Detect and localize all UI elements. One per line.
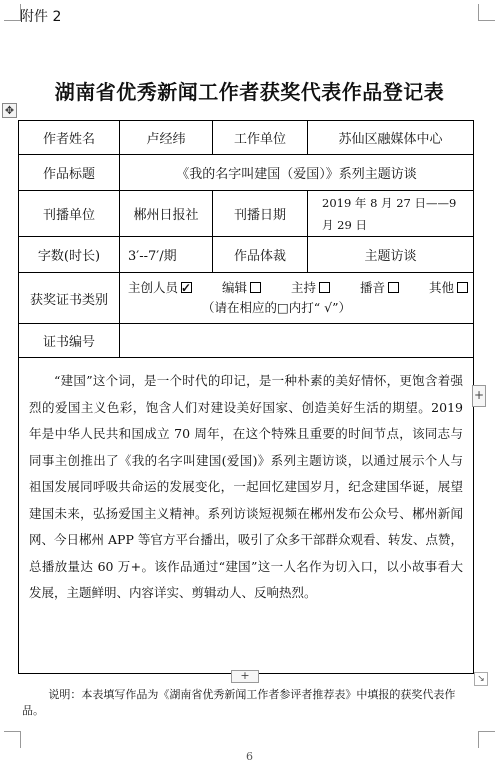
footnote: 说明：本表填写作品为《湖南省优秀新闻工作者参评者推荐表》中填报的获奖代表作品。 bbox=[22, 688, 456, 717]
genre-label: 作品体裁 bbox=[213, 237, 308, 272]
author-label: 作者姓名 bbox=[19, 121, 120, 154]
add-column-plus-icon[interactable]: + bbox=[472, 385, 486, 407]
table-row bbox=[19, 358, 473, 673]
page-title: 湖南省优秀新闻工作者获奖代表作品登记表 bbox=[54, 80, 445, 104]
registration-table bbox=[18, 120, 474, 674]
cert-type-label: 获奖证书类别 bbox=[19, 273, 120, 323]
option-other-label: 其他 bbox=[429, 280, 455, 295]
option-other-checkbox[interactable] bbox=[457, 282, 468, 293]
table-row bbox=[19, 191, 473, 237]
table-row bbox=[19, 121, 473, 155]
corner-mark-bottom-right bbox=[478, 731, 495, 748]
corner-mark-bottom-left bbox=[4, 731, 21, 748]
table-row bbox=[19, 155, 473, 191]
publish-date-label: 刊播日期 bbox=[213, 191, 308, 236]
publish-date-line-1: 2019 年 8 月 27 日——9 bbox=[322, 195, 457, 210]
corner-mark-top-right bbox=[478, 4, 495, 21]
publish-date-value[interactable] bbox=[308, 191, 473, 236]
author-value[interactable]: 卢经纬 bbox=[120, 121, 213, 154]
cert-number-label: 证书编号 bbox=[19, 324, 120, 357]
cert-number-value[interactable] bbox=[120, 324, 473, 357]
unit-label: 工作单位 bbox=[213, 121, 308, 154]
genre-value[interactable]: 主题访谈 bbox=[364, 249, 417, 264]
table-resize-icon[interactable]: ↘ bbox=[474, 672, 488, 686]
publisher-label: 刊播单位 bbox=[19, 191, 120, 236]
option-host-label: 主持 bbox=[291, 280, 317, 295]
option-creator-label: 主创人员 bbox=[128, 280, 179, 295]
work-title-value[interactable]: 《我的名字叫建国（爱国）》系列主题访谈 bbox=[176, 167, 417, 182]
cert-type-hint: （请在相应的□内打“ √”） bbox=[202, 300, 352, 315]
option-announcer-label: 播音 bbox=[360, 280, 386, 295]
table-row bbox=[19, 237, 473, 273]
cert-type-options bbox=[120, 273, 473, 323]
cert-option-list bbox=[128, 278, 470, 298]
work-description[interactable]: “建国”这个词，是一个时代的印记，是一种朴素的美好情怀，更饱含着强烈的爱国主义色彩，饱含人们对建设美好国家、创造美好生活的期望。2019 年是中华人民共和国成立 70 周年，在这个特殊且重要的时间节点，该同志与同事主创推出了《我的名字叫建国(爱国)》系列主题访谈，以通过展示个人与祖国发展同呼吸共命运的发展变化，一起回忆建国岁月，纪念建国华诞，展望建国未来，弘扬爱国主义精神。系列访谈短视频在郴州发布公众号、郴州新闻网、今日郴州 APP 等官方平台播出，吸引了众多干部群众观看、转发、点赞，总播放量达 60 万+。该作品通过“建国”这一人名作为切入口，以小故事看大发展，主题鲜明、内容详实、剪辑动人、反响热烈。 bbox=[29, 373, 463, 600]
option-host-checkbox[interactable] bbox=[319, 282, 330, 293]
table-row bbox=[19, 324, 473, 358]
add-row-plus-icon[interactable]: + bbox=[231, 670, 259, 683]
publish-date-line-2: 月 29 日 bbox=[322, 217, 367, 232]
table-move-handle-icon[interactable]: ✥ bbox=[2, 103, 17, 118]
attachment-label: 附件 2 bbox=[20, 9, 62, 25]
page-number: 6 bbox=[246, 750, 253, 763]
word-count-label: 字数(时长) bbox=[19, 237, 120, 272]
option-announcer-checkbox[interactable] bbox=[388, 282, 399, 293]
corner-mark-top-left bbox=[4, 4, 21, 21]
unit-value[interactable]: 苏仙区融媒体中心 bbox=[338, 132, 443, 147]
option-creator-checkbox[interactable] bbox=[181, 282, 192, 293]
table-row bbox=[19, 273, 473, 324]
word-count-value[interactable]: 3′--7′/期 bbox=[120, 237, 213, 272]
option-editor-checkbox[interactable] bbox=[250, 282, 261, 293]
option-editor-label: 编辑 bbox=[222, 280, 248, 295]
publisher-value[interactable]: 郴州日报社 bbox=[120, 191, 213, 236]
work-title-label: 作品标题 bbox=[19, 155, 120, 190]
